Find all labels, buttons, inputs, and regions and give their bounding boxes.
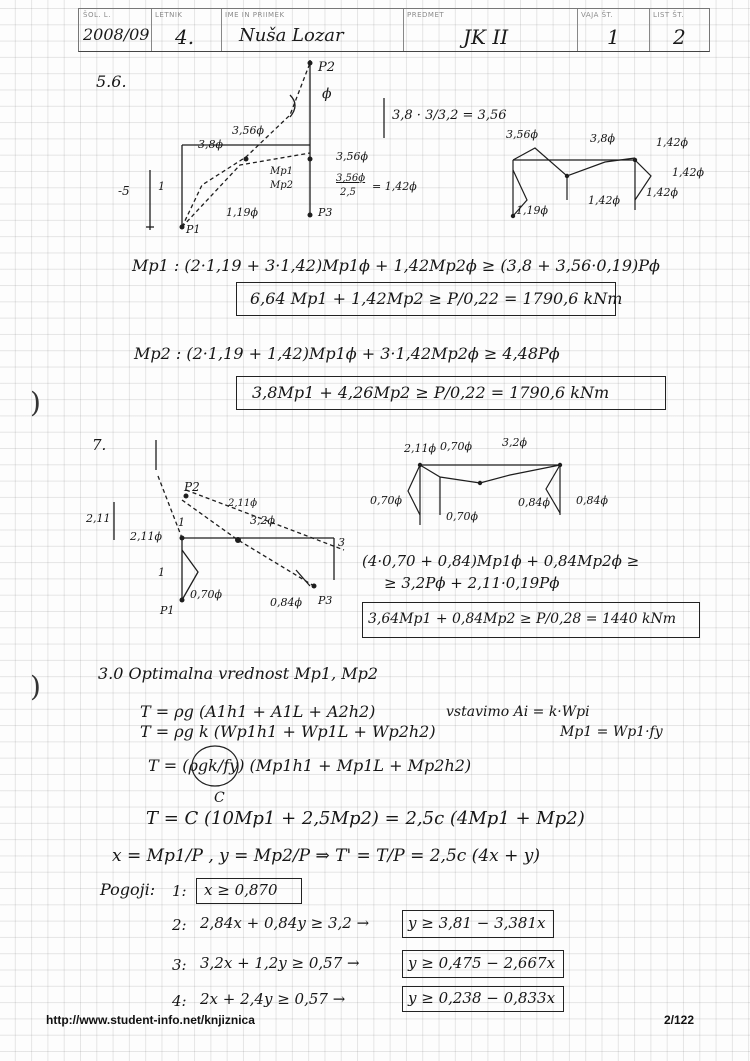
- diagram-label: P2: [318, 60, 336, 75]
- section-title: 3.0 Optimalna vrednost Mp1, Mp2: [98, 664, 379, 683]
- condition-result: y ≥ 0,238 − 0,833x: [408, 989, 556, 1007]
- diagram-label: 1,19ϕ: [516, 204, 548, 217]
- boxed-equation: 6,64 Mp1 + 1,42Mp2 ≥ P/0,22 = 1790,6 kNm: [250, 289, 623, 308]
- moment-diagram: [400, 455, 600, 535]
- diagram-label: 1,19ϕ: [226, 206, 258, 219]
- diagram-label: 1: [158, 566, 165, 579]
- footer-url-link[interactable]: http://www.student-info.net/knjiznica: [46, 1013, 255, 1027]
- diagram-label: -5: [118, 184, 130, 198]
- diagram-label: 3,8ϕ: [198, 138, 223, 151]
- diagram-label: P2: [184, 480, 200, 494]
- formula-note: Mp1 = Wp1·fy: [560, 724, 663, 740]
- diagram-label: 2,11: [86, 512, 111, 525]
- diagram-label: 0,70ϕ: [440, 440, 472, 453]
- diagram-label: 2,11ϕ: [130, 530, 162, 543]
- condition-number: 2:: [172, 916, 187, 934]
- formula-line: T = ρg (A1h1 + A1L + A2h2): [140, 702, 376, 721]
- diagram-label: 0,70ϕ: [446, 510, 478, 523]
- condition-inequality: 3,2x + 1,2y ≥ 0,57 →: [200, 954, 360, 972]
- diagram-label: 3,56ϕ: [336, 173, 366, 184]
- condition-result: y ≥ 0,475 − 2,667x: [408, 954, 556, 972]
- constant-label: C: [214, 790, 225, 806]
- formula-note: vstavimo Ai = k·Wpi: [446, 704, 590, 720]
- formula-line: T = (ρgk/fy) (Mp1h1 + Mp1L + Mp2h2): [148, 756, 472, 775]
- diagram-label: 0,84ϕ: [518, 496, 550, 509]
- diagram-label: = 1,42ϕ: [372, 180, 417, 193]
- equation-line: (4·0,70 + 0,84)Mp1ϕ + 0,84Mp2ϕ ≥: [362, 552, 640, 570]
- section-number: 5.6.: [96, 72, 127, 91]
- condition-number: 3:: [172, 956, 187, 974]
- diagram-label: 2,11ϕ: [228, 498, 258, 509]
- diagram-label: 3,2ϕ: [502, 436, 527, 449]
- header-cell-sheet: LIST ŠT. 2: [653, 11, 686, 49]
- calc-bar: [382, 98, 386, 138]
- diagram-label: 3,56ϕ: [506, 128, 538, 141]
- diagram-label: 1: [178, 516, 185, 529]
- formula-line: T = C (10Mp1 + 2,5Mp2) = 2,5c (4Mp1 + Mp2): [146, 808, 585, 829]
- diagram-label: 1,42ϕ: [656, 136, 688, 149]
- condition-number: 4:: [172, 992, 187, 1010]
- diagram-label: P3: [318, 594, 333, 607]
- diagram-label: 1,42ϕ: [646, 186, 678, 199]
- diagram-label: 3,8ϕ: [590, 132, 615, 145]
- diagram-label: P1: [186, 223, 201, 236]
- diagram-label: 0,70ϕ: [190, 588, 222, 601]
- condition-inequality: 2x + 2,4y ≥ 0,57 →: [200, 990, 346, 1008]
- header-cell-subject: PREDMET JK II: [403, 9, 578, 51]
- diagram-label: 3,56ϕ: [232, 124, 264, 137]
- diagram-label: 2,5: [340, 187, 356, 198]
- diagram-label: Mp2: [270, 180, 294, 191]
- header-strip: [78, 8, 710, 52]
- diagram-label: 1,42ϕ: [672, 166, 704, 179]
- circled-constant-mark: [190, 744, 240, 788]
- diagram-label: P3: [318, 206, 333, 219]
- header-cell-name: IME IN PRIIMEK Nuša Lozar: [221, 9, 404, 51]
- formula-line: T = ρg k (Wp1h1 + Wp1L + Wp2h2): [140, 722, 436, 741]
- diagram-label: Mp1: [270, 166, 294, 177]
- boxed-equation: 3,8Mp1 + 4,26Mp2 ≥ P/0,22 = 1790,6 kNm: [252, 383, 610, 402]
- diagram-label: 0,84ϕ: [576, 494, 608, 507]
- diagram-label: 0,70ϕ: [370, 494, 402, 507]
- diagram-label: ϕ: [322, 86, 332, 102]
- margin-paren-mark: ): [30, 670, 41, 703]
- equation-line: Mp2 : (2·1,19 + 1,42)Mp1ϕ + 3·1,42Mp2ϕ ≥ 4,48Pϕ: [134, 344, 560, 363]
- conditions-label: Pogoji:: [100, 880, 156, 899]
- equation-line: Mp1 : (2·1,19 + 3·1,42)Mp1ϕ + 1,42Mp2ϕ ≥ (3,8 + 3,56·0,19)Pϕ: [132, 256, 660, 275]
- condition-inequality: 2,84x + 0,84y ≥ 3,2 →: [200, 914, 370, 932]
- side-calculation: 3,8 · 3/3,2 = 3,56: [392, 108, 507, 123]
- diagram-label: 1: [158, 180, 165, 193]
- condition-result: y ≥ 3,81 − 3,381x: [408, 914, 546, 932]
- diagram-label: 3,56ϕ: [336, 150, 368, 163]
- section-number: 7.: [92, 436, 107, 454]
- diagram-label: P1: [160, 604, 175, 617]
- diagram-label: 0,84ϕ: [270, 596, 302, 609]
- page-number: 2/122: [664, 1013, 695, 1027]
- formula-line: x = Mp1/P , y = Mp2/P ⇒ T' = T/P = 2,5c (4x + y): [112, 846, 541, 866]
- condition-result: x ≥ 0,870: [204, 881, 278, 899]
- diagram-label: 3,2ϕ: [250, 514, 275, 527]
- boxed-equation: 3,64Mp1 + 0,84Mp2 ≥ P/0,28 = 1440 kNm: [368, 611, 677, 627]
- collapse-mechanism-diagram: [140, 55, 380, 235]
- condition-number: 1:: [172, 882, 187, 900]
- header-cell-year: ŠOL. L. 2008/09: [79, 9, 152, 51]
- diagram-label: 2,11ϕ: [404, 442, 436, 455]
- equation-line: ≥ 3,2Pϕ + 2,11·0,19Pϕ: [384, 574, 560, 592]
- header-cell-grade: LETNIK 4.: [151, 9, 222, 51]
- diagram-label: 1,42ϕ: [588, 194, 620, 207]
- diagram-label: 3: [338, 536, 345, 549]
- margin-paren-mark: ): [30, 386, 41, 419]
- header-cell-exercise: VAJA ŠT. 1: [577, 9, 650, 51]
